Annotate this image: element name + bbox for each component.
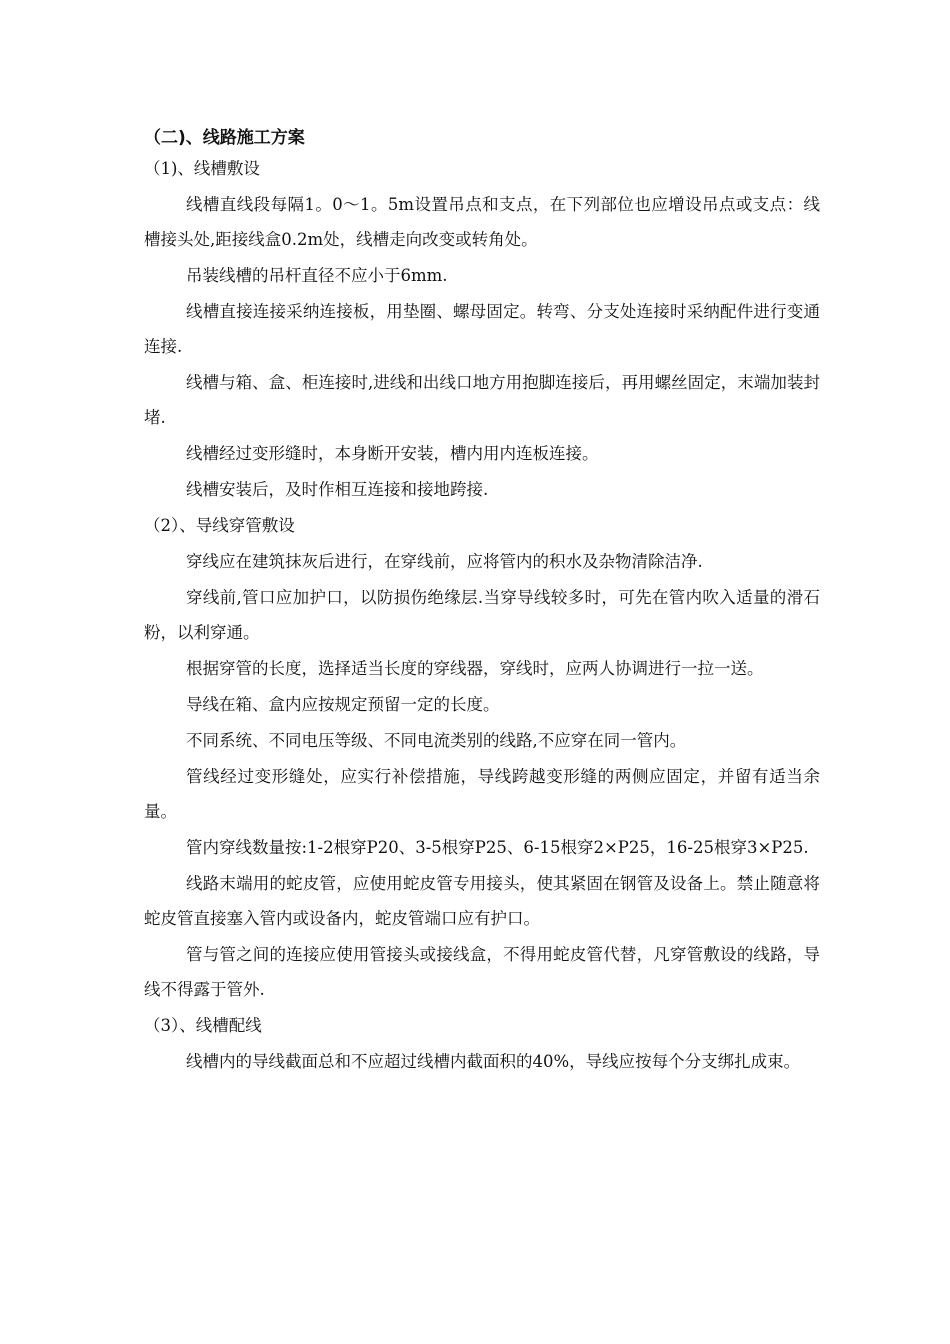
paragraph: 管内穿线数量按:1-2根穿P20、3-5根穿P25、6-15根穿2×P25，16-25根穿3×P25.: [186, 838, 809, 857]
paragraph: 管与管之间的连接应使用管接头或接线盒，不得用蛇皮管代替，凡穿管敷设的线路，导线不得露于管外.: [144, 945, 820, 999]
document-page: [144, 126, 820, 1080]
section-2: [144, 513, 820, 1007]
paragraph: 线槽与箱、盒、柜连接时,进线和出线口地方用抱脚连接后，再用螺丝固定，末端加装封堵.: [144, 373, 820, 427]
paragraph: 线槽直线段每隔1。0～1。5m设置吊点和支点，在下列部位也应增设吊点或支点：线槽接头处,距接线盒0.2m处，线槽走向改变或转角处。: [144, 195, 820, 249]
paragraph: 导线在箱、盒内应按规定预留一定的长度。: [186, 695, 500, 714]
paragraph: 线槽经过变形缝时，本身断开安装，槽内用内连板连接。: [186, 444, 599, 463]
section-title: （二)、线路施工方案: [144, 128, 305, 148]
paragraph: 线槽安装后，及时作相互连接和接地跨接.: [186, 480, 489, 499]
paragraph: 根据穿管的长度，选择适当长度的穿线器，穿线时，应两人协调进行一拉一送。: [186, 659, 764, 678]
section-2-heading: （2）、导线穿管敷设: [144, 516, 295, 535]
paragraph: 管线经过变形缝处，应实行补偿措施，导线跨越变形缝的两侧应固定，并留有适当余量。: [144, 767, 820, 821]
paragraph: 穿线前,管口应加护口，以防损伤绝缘层.当穿导线较多时，可先在管内吹入适量的滑石粉，以利穿通。: [144, 588, 820, 642]
paragraph: 穿线应在建筑抹灰后进行，在穿线前，应将管内的积水及杂物清除洁净.: [186, 552, 703, 571]
section-1-heading: （1)、线槽敷设: [144, 159, 260, 178]
paragraph: 不同系统、不同电压等级、不同电流类别的线路,不应穿在同一管内。: [186, 731, 687, 750]
section-3-heading: （3）、线槽配线: [144, 1016, 262, 1035]
section-3: [144, 1013, 820, 1079]
paragraph: 线槽直接连接采纳连接板，用垫圈、螺母固定。转弯、分支处连接时采纳配件进行变通连接.: [144, 302, 820, 356]
paragraph: 线槽内的导线截面总和不应超过线槽内截面积的40%，导线应按每个分支绑扎成束。: [186, 1052, 801, 1071]
section-1: [144, 156, 820, 507]
paragraph: 线路末端用的蛇皮管，应使用蛇皮管专用接头，使其紧固在钢管及设备上。禁止随意将蛇皮管直接塞入管内或设备内，蛇皮管端口应有护口。: [144, 874, 820, 928]
paragraph: 吊装线槽的吊杆直径不应小于6mm.: [186, 266, 448, 285]
